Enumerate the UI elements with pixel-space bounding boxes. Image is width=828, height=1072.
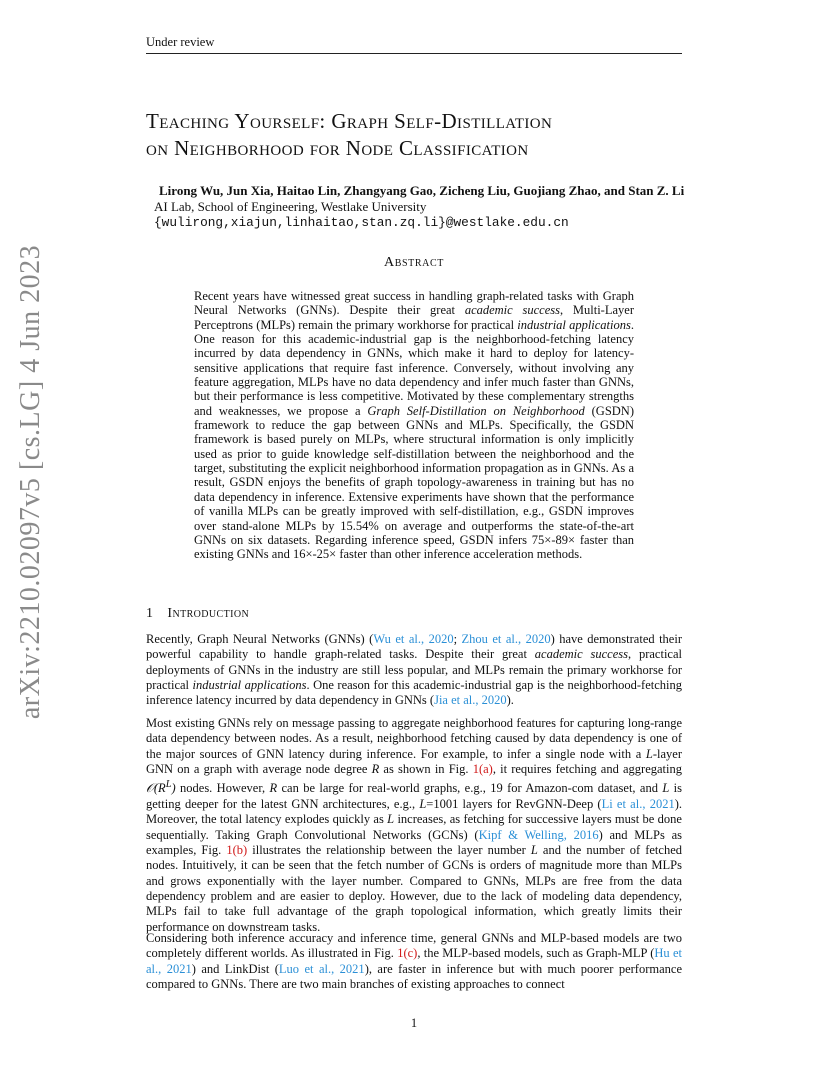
math-symbol: R (371, 762, 380, 777)
emphasis: academic success (534, 647, 628, 662)
abstract-text: . One reason for this academic-industrial gap is the neighborhood-fetching latency incurred by data dependency in GNNs, which make it hard to deploy for latency-sensitive applications that require fast inference. Conversely, without involving any feature aggregation, MLPs have no data dependency and infer much faster than GNNs, but their performance is less competitive. Motivated by these complementary strengths and weaknesses, we propose a (194, 317, 634, 418)
text: ) have demonstrated their powerful capability to handle graph-related tasks. Despite their great (146, 632, 682, 662)
math-symbol: R (269, 781, 278, 796)
text: is getting deeper for the latest GNN architectures, e.g., (146, 781, 683, 811)
text: , it requires fetching and aggregating (492, 762, 682, 777)
citation-link[interactable]: Wu et al., 2020 (373, 632, 454, 646)
math-symbol: L (645, 746, 653, 761)
math-symbol: L (387, 812, 395, 827)
author-affiliation: AI Lab, School of Engineering, Westlake University (154, 199, 427, 214)
text: and the number of fetched nodes. Intuitively, it can be seen that the fetch number of GCNs is orders of magnitude more than MLPs and grows exponentially with the layer number. Compared to GNNs, MLPs are free from the data dependency problem and are easier to deploy. However, due to the lack of modeling data dependency, MLPs fail to take full advantage of the graph topological information, which greatly limits their performance on downstream tasks. (146, 842, 682, 934)
text: ), are faster in inference but with much poorer performance compared to GNNs. There are two main branches of existing approaches to connect (146, 961, 682, 992)
math-symbol: 𝒪(R (146, 781, 166, 796)
text: =1001 layers for RevGNN-Deep ( (426, 796, 602, 811)
text: ). Moreover, the total latency explodes quickly as (146, 796, 682, 827)
citation-link[interactable]: Jia et al., 2020 (434, 693, 507, 708)
math-symbol: ) (171, 781, 176, 796)
author-names: Lirong Wu, Jun Xia, Haitao Lin, Zhangyang Gao, Zicheng Liu, Guojiang Zhao, and Stan Z. Li (159, 183, 685, 198)
paper-title (146, 108, 706, 162)
citation-link[interactable]: Hu et al., 2021 (146, 946, 682, 976)
text: Considering both inference accuracy and inference time, general GNNs and MLP-based models are two completely different worlds. As illustrated in Fig. (146, 931, 682, 961)
paragraph (146, 931, 682, 992)
abstract-heading: Abstract (384, 255, 444, 270)
math-symbol: L (530, 842, 538, 857)
arxiv-identifier: arXiv:2210.02097v5 [cs.LG] 4 Jun 2023 (15, 244, 46, 720)
text: ). (506, 693, 514, 708)
text: , the MLP-based models, such as Graph-MLP ( (417, 946, 655, 961)
figure-ref-link[interactable]: 1(c) (397, 946, 418, 961)
citation-link[interactable]: Luo et al., 2021 (278, 961, 365, 976)
text: as shown in Fig. (379, 762, 473, 777)
text: increases, as fetching for successive layers must be done sequentially. Taking Graph Convolutional Networks (GCNs) ( (146, 812, 682, 842)
paragraph (146, 716, 682, 935)
title-line-1: Teaching Yourself: Graph Self-Distillation (146, 109, 553, 133)
citation-link[interactable]: Li et al., 2021 (601, 796, 675, 811)
paragraph (146, 632, 682, 709)
math-symbol: L (419, 796, 427, 811)
text: ; (453, 632, 462, 646)
math-symbol: L (662, 781, 670, 796)
math-superscript: L (165, 779, 172, 791)
running-head: Under review (146, 35, 682, 54)
text: illustrates the relationship between the layer number (247, 842, 531, 857)
text: -layer GNN on a graph with average node degree (146, 746, 682, 777)
abstract-text: (GSDN) framework to reduce the gap between GNNs and MLPs. Specifically, the GSDN framework is based purely on MLPs, where structural information is only implicitly used as prior to guide knowledge self-distillation between the neighborhood and the target, substituting the explicit neighborhood information propagation as in GNNs. As a result, GSDN enjoys the benefits of graph topology-awareness in training but has no data dependency in inference. Extensive experiments have shown that the performance of vanilla MLPs can be greatly improved with self-distillation, e.g., GSDN improves over stand-alone MLPs by 15.54% on average and outperforms the state-of-the-art GNNs on six datasets. Regarding inference speed, GSDN infers 75×-89× faster than existing GNNs and 16×-25× faster than other inference acceleration methods. (194, 403, 634, 562)
abstract-text: Recent years have witnessed great success in handling graph-related tasks with Graph Neural Networks (GNNs). Despite their great (194, 289, 634, 318)
section-title: Introduction (167, 606, 250, 621)
abstract-text: , Multi-Layer Perceptrons (MLPs) remain the primary workhorse for practical (194, 303, 634, 332)
page-number: 1 (410, 1016, 418, 1030)
abstract-body (194, 289, 634, 562)
figure-ref-link[interactable]: 1(a) (472, 762, 493, 777)
abstract-emphasis: industrial applications (517, 317, 631, 332)
text: , practical deployments of GNNs in the industry are still less popular, and MLPs remain the primary workhorse for practical (146, 647, 682, 693)
section-heading (146, 606, 249, 622)
text: Recently, Graph Neural Networks (GNNs) ( (146, 632, 374, 646)
text: ) and LinkDist ( (191, 961, 279, 976)
author-email[interactable]: {wulirong,xiajun,linhaitao,stan.zq.li}@westlake.edu.cn (154, 215, 569, 230)
figure-ref-link[interactable]: 1(b) (226, 842, 248, 857)
text: Most existing GNNs rely on message passing to aggregate neighborhood features for capturing long-range data dependency between nodes. As a result, neighborhood fetching caused by data dependency is one of the major sources of GNN latency during inference. For example, to infer a single node with a (146, 716, 682, 761)
text: . One reason for this academic-industrial gap is the neighborhood-fetching inference latency incurred by data dependency in GNNs ( (146, 678, 682, 708)
emphasis: industrial applications (192, 678, 307, 693)
citation-link[interactable]: Zhou et al., 2020 (461, 632, 551, 646)
abstract-emphasis: Graph Self-Distillation on Neighborhood (367, 403, 585, 418)
author-block (146, 183, 746, 231)
citation-link[interactable]: Kipf & Welling, 2016 (478, 827, 599, 842)
text: nodes. However, (175, 781, 270, 796)
text: ) and MLPs as examples, Fig. (146, 827, 682, 857)
section-number: 1 (146, 606, 154, 621)
title-line-2: on Neighborhood for Node Classification (146, 136, 529, 160)
abstract-emphasis: academic success (464, 303, 560, 318)
text: can be large for real-world graphs, e.g., 19 for Amazon-com dataset, and (277, 781, 663, 796)
